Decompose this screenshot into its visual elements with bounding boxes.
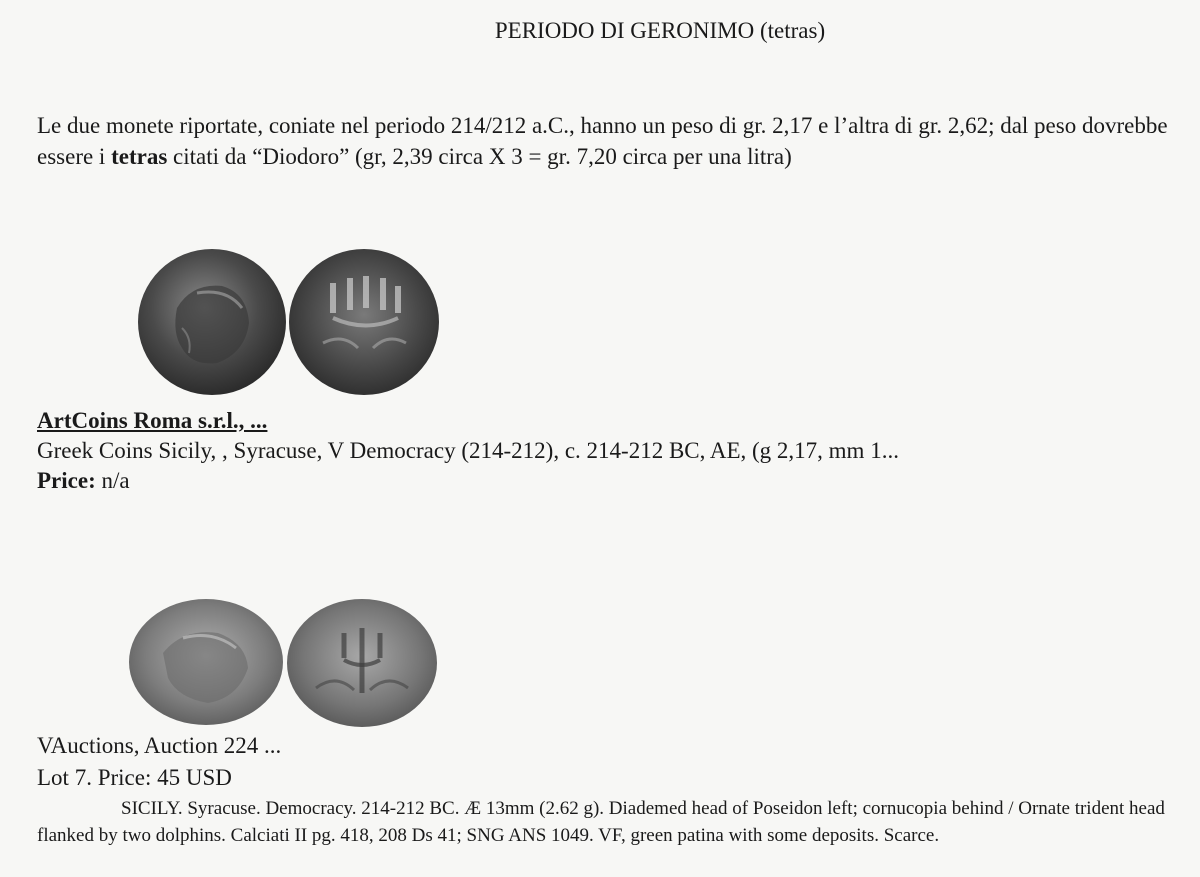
listing2-seller[interactable]: VAuctions, Auction 224 ... bbox=[37, 733, 282, 758]
intro-paragraph bbox=[37, 110, 1187, 172]
listing1-price-value: n/a bbox=[95, 468, 130, 493]
page-title: PERIODO DI GERONIMO (tetras) bbox=[494, 18, 826, 43]
coin1-obverse-image bbox=[137, 248, 287, 396]
coin2-reverse-image bbox=[286, 598, 438, 728]
coin1-reverse-image bbox=[288, 248, 440, 396]
listing1-price-label: Price: bbox=[37, 468, 96, 493]
listing2-description: SICILY. Syracuse. Democracy. 214-212 BC. Æ 13mm (2.62 g). Diademed head of Poseidon left; cornucopia behind / Ornate trident head flanked by two dolphins. Calciati II pg. 418, 208 Ds 41; SNG ANS 1049. VF, green patina with some deposits. Scarce. bbox=[37, 798, 1165, 846]
intro-text-part1: Le due monete riportate, coniate nel periodo 214/212 a.C., hanno un peso di gr. 2,17 e l’altra di gr. 2,62; dal peso dovrebbe essere i bbox=[37, 113, 1168, 169]
listing1-seller-link[interactable]: ArtCoins Roma s.r.l., ... bbox=[37, 408, 268, 433]
intro-bold-word: tetras bbox=[111, 144, 168, 169]
listing1-description: Greek Coins Sicily, , Syracuse, V Democracy (214-212), c. 214-212 BC, AE, (g 2,17, mm 1... bbox=[37, 438, 899, 463]
listing1-price bbox=[37, 468, 130, 494]
coin2-obverse-image bbox=[128, 598, 285, 726]
intro-text-part2: citati da “Diodoro” (gr, 2,39 circa X 3 = gr. 7,20 circa per una litra) bbox=[167, 144, 792, 169]
listing2-lot-price: Lot 7. Price: 45 USD bbox=[37, 765, 232, 790]
